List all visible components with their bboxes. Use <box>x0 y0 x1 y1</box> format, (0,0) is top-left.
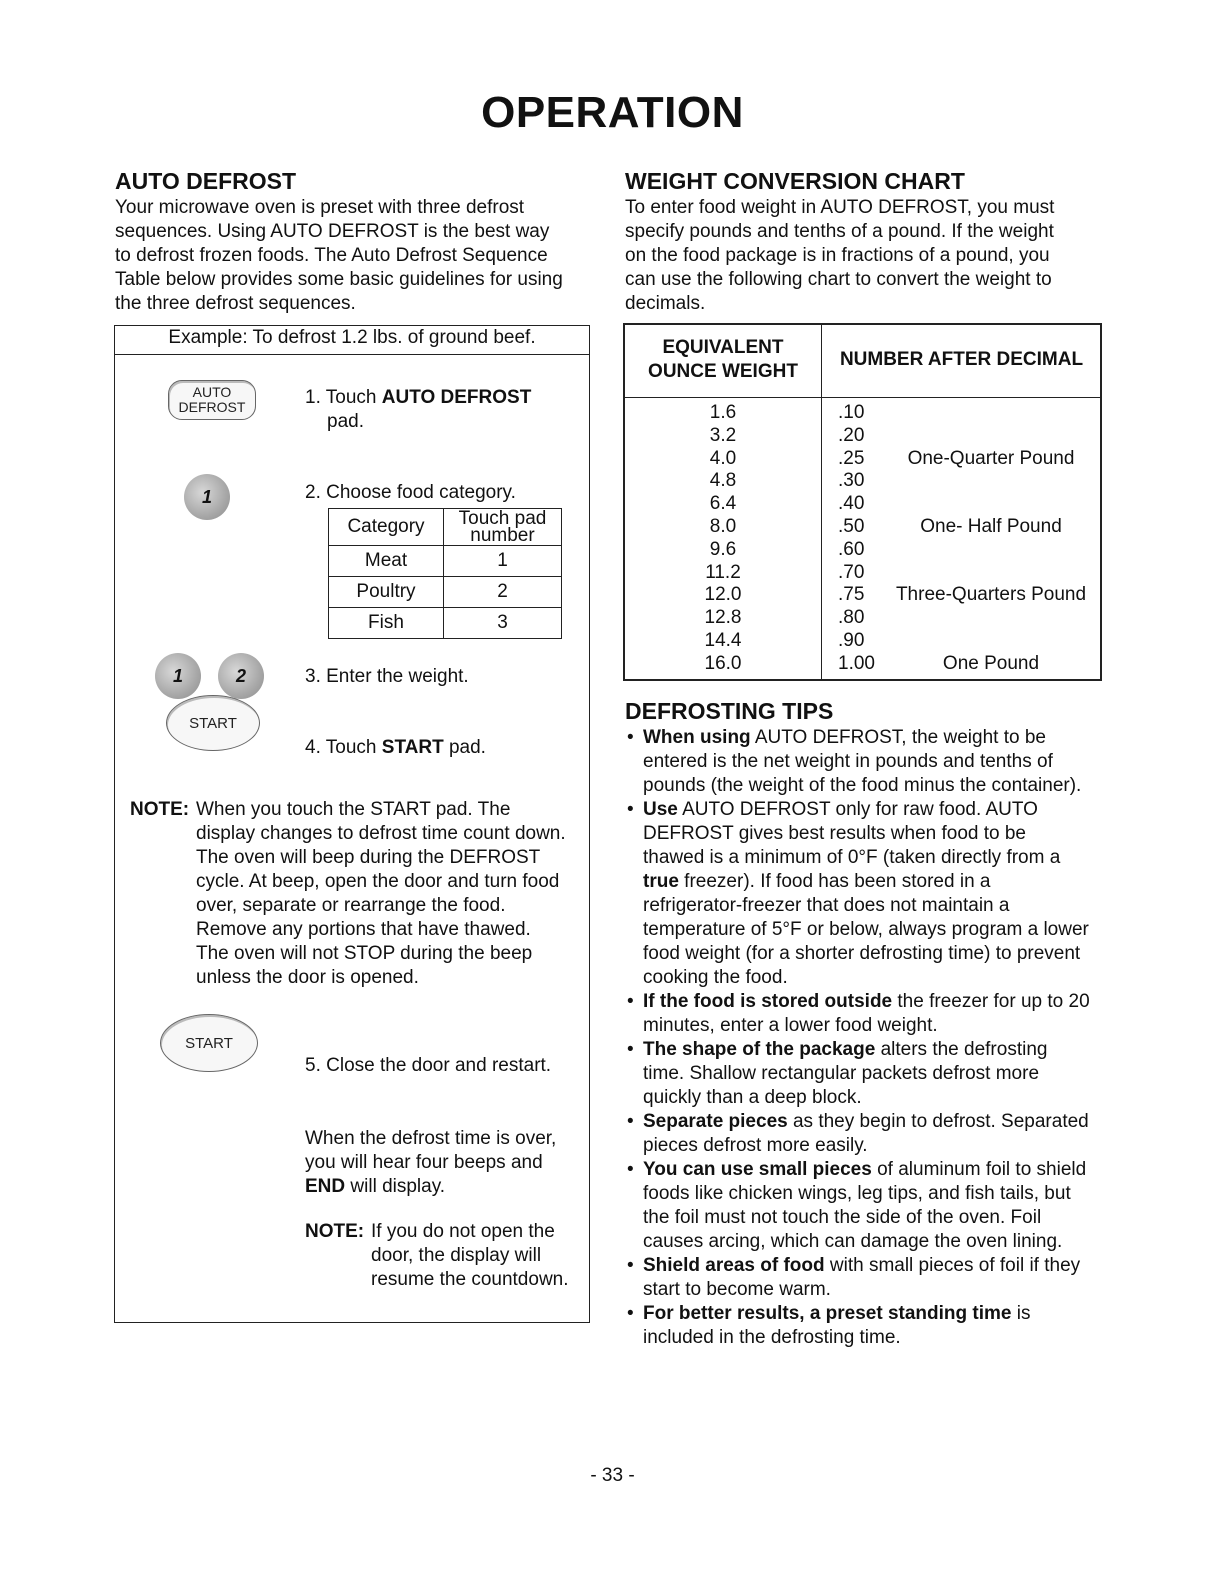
pound-note-cell: One- Half Pound <box>920 516 1062 537</box>
auto-defrost-heading: AUTO DEFROST <box>115 168 297 194</box>
note2-line: If you do not open the <box>371 1221 555 1242</box>
intro-line: the three defrost sequences. <box>115 293 356 314</box>
col-header-ounce <box>625 336 821 384</box>
step-2: 2. Choose food category. <box>305 482 516 503</box>
table-row <box>329 546 562 577</box>
decimal-cell: .25 <box>838 447 865 469</box>
intro-line: on the food package is in fractions of a pound, you <box>625 245 1050 266</box>
end-text <box>305 1127 556 1199</box>
tip-text: the freezer for up to 20 minutes, enter a lower food weight. <box>643 991 1090 1036</box>
tip-text: with small pieces of foil if they start to become warm. <box>643 1255 1081 1300</box>
step-3: 3. Enter the weight. <box>305 666 469 687</box>
tip-item <box>625 990 1090 1038</box>
end-line: you will hear four beeps and <box>305 1152 543 1173</box>
tips-list <box>625 726 1090 1350</box>
tip-text: alters the defrosting time. Shallow rectangular packets defrost more quickly than a deep block. <box>643 1039 1048 1108</box>
table-row <box>329 608 562 639</box>
header-divider <box>625 397 1100 398</box>
decimal-cell: .75 <box>838 584 865 606</box>
note-text <box>196 798 588 990</box>
start-pad-icon: START <box>160 1014 258 1072</box>
step-bold: START <box>381 737 444 758</box>
note2-label: NOTE: <box>305 1221 365 1242</box>
note-line: Remove any portions that have thawed. <box>196 919 531 940</box>
col-header-decimal: NUMBER AFTER DECIMAL <box>839 349 1084 370</box>
tip-item <box>625 798 1090 990</box>
tip-bold: Shield areas of food <box>643 1255 825 1276</box>
note-label: NOTE: <box>130 799 190 820</box>
auto-defrost-pad-icon <box>168 380 256 420</box>
header-line: EQUIVALENT <box>662 337 784 358</box>
table-row <box>329 509 562 546</box>
step-bold: AUTO DEFROST <box>381 387 532 408</box>
weight-chart-heading: WEIGHT CONVERSION CHART <box>625 168 965 194</box>
tip-text: freezer). If food has been stored in a refrigerator-freezer that does not maintain a temperature of 5°F or below, always program a lower food weight (for a shorter defrosting time) to prevent cooking the food. <box>643 871 1089 988</box>
table-cell: Fish <box>329 608 444 639</box>
note-line: over, separate or rearrange the food. <box>196 895 506 916</box>
tip-text: AUTO DEFROST only for raw food. AUTO DEFROST gives best results when food to be thawed is a minimum of 0°F (taken directly from a <box>643 799 1061 868</box>
table-cell: 3 <box>444 608 562 639</box>
auto-defrost-intro <box>115 196 595 316</box>
tip-item <box>625 1038 1090 1110</box>
ounce-cell: 3.2 <box>709 424 737 446</box>
tip-item <box>625 1158 1090 1254</box>
step-text: 1. Touch <box>305 387 382 408</box>
decimal-cell: .10 <box>838 402 865 423</box>
note2-line: resume the countdown. <box>371 1269 569 1290</box>
tip-bold: Use <box>643 799 678 820</box>
note-line: When you touch the START pad. The <box>196 799 511 820</box>
ounce-cell: 11.2 <box>705 561 741 583</box>
decimal-cell: .30 <box>838 470 865 492</box>
end-line: When the defrost time is over, <box>305 1128 557 1149</box>
note-line: The oven will beep during the DEFROST <box>196 847 541 868</box>
intro-line: can use the following chart to convert the weight to <box>625 269 1052 290</box>
ounce-cell: 12.0 <box>704 584 742 606</box>
decimal-cell: .60 <box>838 538 865 560</box>
header-line: OUNCE WEIGHT <box>648 361 798 382</box>
table-row <box>329 577 562 608</box>
step-4 <box>305 736 486 760</box>
page-number: - 33 - <box>590 1465 635 1486</box>
ounce-cell: 9.6 <box>709 538 737 560</box>
decimal-cell: .70 <box>838 561 865 583</box>
tip-bold: When using <box>643 727 751 748</box>
tip-bold: Separate pieces <box>643 1111 788 1132</box>
tip-text: AUTO DEFROST, the weight to be entered is the net weight in pounds and tenths of pounds (the weight of the food minus the container). <box>643 727 1082 796</box>
intro-line: Table below provides some basic guidelines for using <box>115 269 563 290</box>
ounce-cell: 14.4 <box>704 630 742 651</box>
ounce-cell: 1.6 <box>709 402 737 423</box>
weight-chart-intro <box>625 196 1105 316</box>
step-text: 4. Touch <box>305 737 382 758</box>
tip-bold: You can use small pieces <box>643 1159 872 1180</box>
decimal-cell: 1.00 <box>838 652 875 674</box>
weight-conversion-table <box>623 323 1102 681</box>
intro-line: sequences. Using AUTO DEFROST is the best way <box>115 221 550 242</box>
example-header: Example: To defrost 1.2 lbs. of ground beef. <box>115 326 589 355</box>
end-bold: END <box>305 1176 346 1197</box>
intro-line: decimals. <box>625 293 706 314</box>
decimal-cell: .50 <box>838 516 865 537</box>
decimal-cell: .40 <box>838 493 865 515</box>
ounce-cell: 8.0 <box>709 516 737 537</box>
table-cell: 1 <box>444 546 562 577</box>
ounce-cell: 12.8 <box>704 607 742 629</box>
intro-line: Your microwave oven is preset with three defrost <box>115 197 525 218</box>
ounce-cell: 4.8 <box>709 470 737 492</box>
tip-item <box>625 1110 1090 1158</box>
pound-note-cell: One Pound <box>942 652 1040 674</box>
intro-line: To enter food weight in AUTO DEFROST, you must <box>625 197 1055 218</box>
decimal-cell: .90 <box>838 630 865 651</box>
pad-label: DEFROST <box>178 399 246 415</box>
note-line: cycle. At beep, open the door and turn food <box>196 871 560 892</box>
note-line: display changes to defrost time count down. <box>196 823 566 844</box>
step-text: pad. <box>443 737 486 758</box>
tip-bold: true <box>643 871 679 892</box>
tip-text: is included in the defrosting time. <box>643 1303 1031 1348</box>
note2-line: door, the display will <box>371 1245 542 1266</box>
ounce-cell: 16.0 <box>704 652 742 674</box>
tip-item <box>625 726 1090 798</box>
table-cell: Meat <box>329 546 444 577</box>
pad-label: AUTO <box>192 384 232 400</box>
intro-line: to defrost frozen foods. The Auto Defrost Sequence <box>115 245 548 266</box>
table-cell: 2 <box>444 577 562 608</box>
number-1-pad-icon: 1 <box>155 653 201 699</box>
tip-item <box>625 1254 1090 1302</box>
step-1 <box>305 386 531 434</box>
tip-bold: For better results, a preset standing time <box>643 1303 1012 1324</box>
tips-heading: DEFROSTING TIPS <box>625 698 834 724</box>
tip-text: of aluminum foil to shield foods like chicken wings, leg tips, and fish tails, but the foil must not touch the side of the oven. Foil causes arcing, which can damage the oven lining. <box>643 1159 1087 1252</box>
start-pad-icon: START <box>166 695 260 751</box>
tip-text: as they begin to defrost. Separated pieces defrost more easily. <box>643 1111 1089 1156</box>
step-text: pad. <box>327 411 364 432</box>
intro-line: specify pounds and tenths of a pound. If the weight <box>625 221 1054 242</box>
note-line: unless the door is opened. <box>196 967 419 988</box>
pound-note-cell: Three-Quarters Pound <box>895 584 1087 606</box>
number-1-pad-icon: 1 <box>184 474 230 520</box>
ounce-cell: 6.4 <box>709 493 737 515</box>
ounce-cell: 4.0 <box>709 447 737 469</box>
tip-item <box>625 1302 1090 1350</box>
table-header-cell: Category <box>329 509 444 546</box>
tip-bold: If the food is stored outside <box>643 991 893 1012</box>
table-header-cell: Touch pad number <box>444 509 562 546</box>
end-line: will display. <box>345 1176 446 1197</box>
table-cell: Poultry <box>329 577 444 608</box>
column-divider <box>821 325 822 679</box>
page-title: OPERATION <box>481 88 744 137</box>
decimal-cell: .80 <box>838 607 865 629</box>
pound-note-cell: One-Quarter Pound <box>907 447 1075 469</box>
tip-bold: The shape of the package <box>643 1039 876 1060</box>
step-5: 5. Close the door and restart. <box>305 1055 552 1076</box>
category-table <box>328 508 562 639</box>
note-line: The oven will not STOP during the beep <box>196 943 533 964</box>
decimal-cell: .20 <box>838 424 865 446</box>
number-2-pad-icon: 2 <box>218 653 264 699</box>
note2-text <box>371 1220 569 1292</box>
